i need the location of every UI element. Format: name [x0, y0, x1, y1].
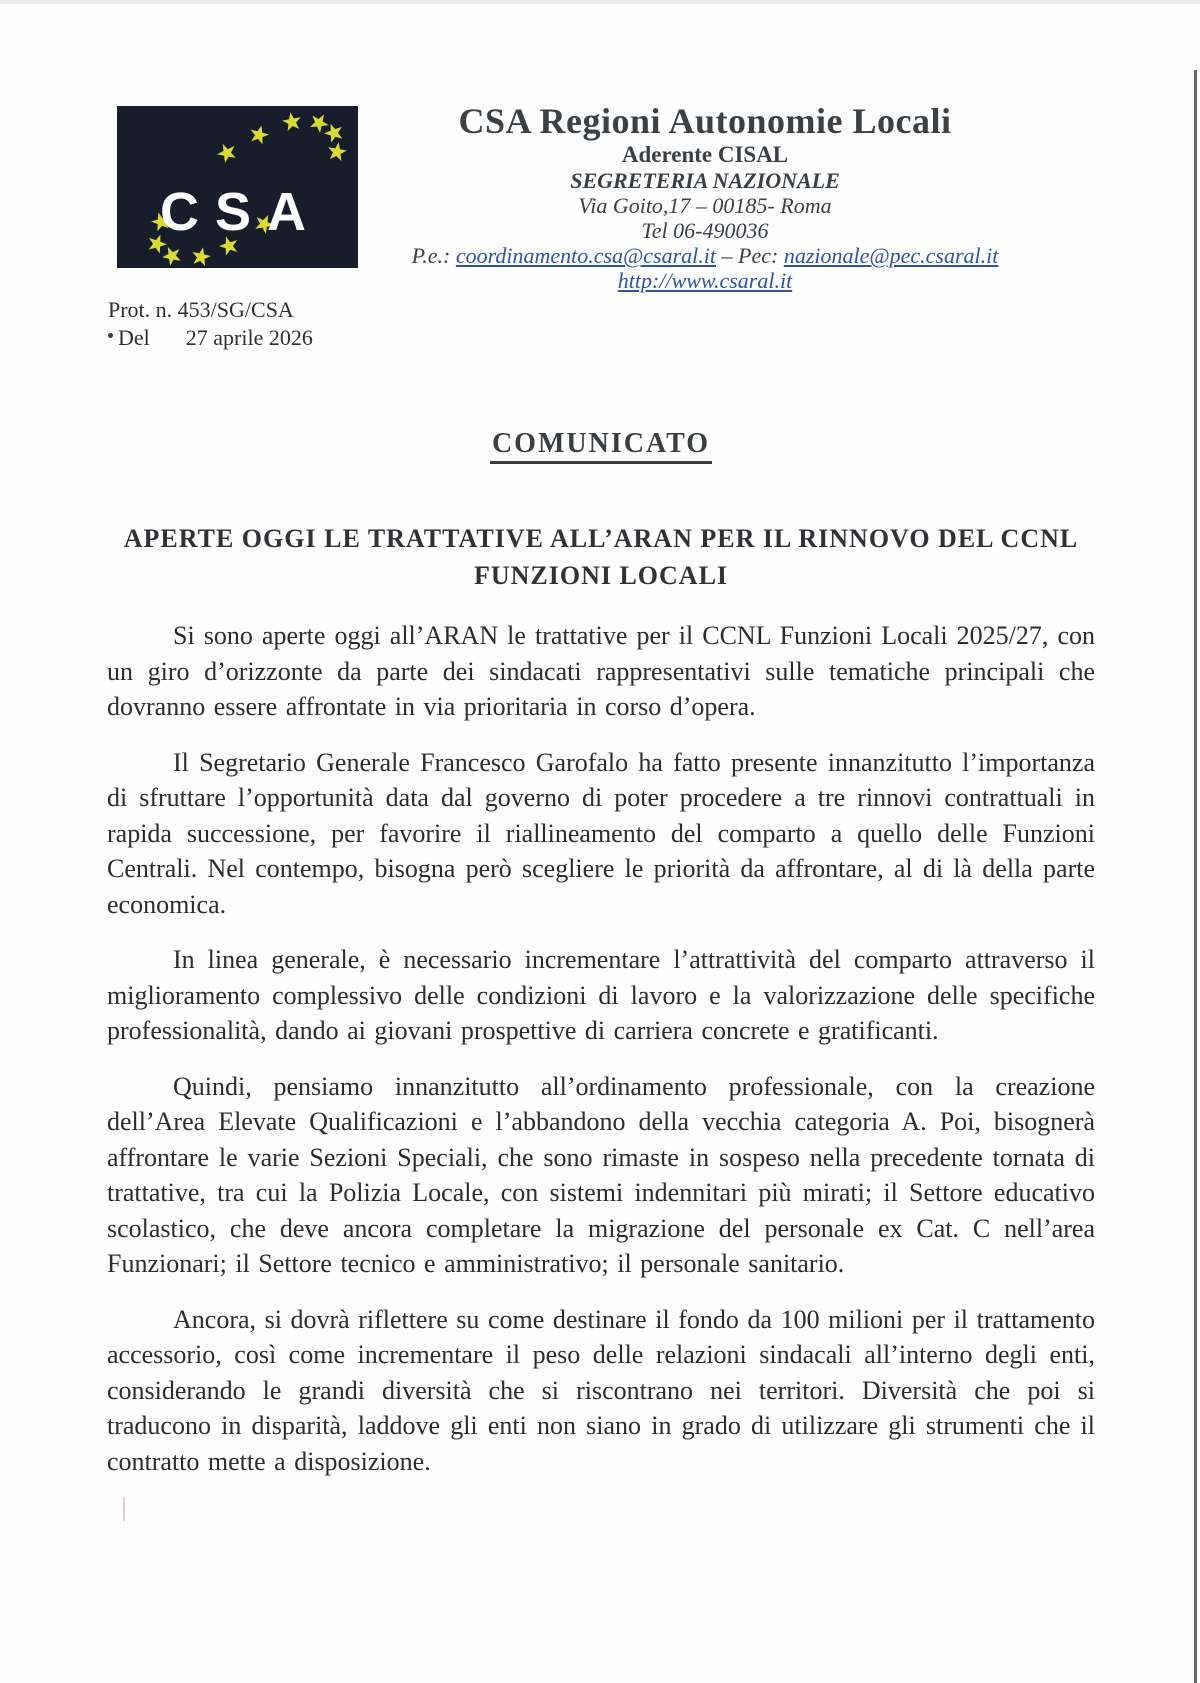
pec-label: – Pec:	[721, 243, 779, 268]
org-department: SEGRETERIA NAZIONALE	[570, 168, 840, 193]
protocol-date-line	[108, 324, 313, 352]
scan-edge-right	[1194, 70, 1197, 1683]
paragraph: Il Segretario Generale Francesco Garofalo ha fatto presente innanzitutto l’importanza di sfruttare l’opportunità data dal governo di poter procedere a tre rinnovi contrattuali in rapida successione, per favorire il riallineamento del comparto a quello delle Funzioni Centrali. Nel contempo, bisogna però scegliere le priorità da affrontare, al di là della parte economica.	[107, 747, 1095, 919]
org-phone: Tel 06-490036	[641, 218, 769, 243]
protocol-date-label: Del	[118, 325, 150, 350]
org-contacts	[395, 243, 1015, 268]
org-affiliation: Aderente CISAL	[621, 142, 789, 167]
protocol-number: Prot. n. 453/SG/CSA	[108, 297, 294, 322]
document-body	[107, 618, 1095, 1499]
paragraph: Quindi, pensiamo innanzitutto all’ordinamento professionale, con la creazione dell’Area Elevate Qualificazioni e l’abbandono della vecchia categoria A. Poi, bisognerà affrontare le varie Sezioni Speciali, che sono rimaste in sospeso nella precedente tornata di trattative, tra cui la Polizia Locale, con sistemi indennitari più mirati; il Settore educativo scolastico, che deve ancora completare la migrazione del personale ex Cat. C nell’area Funzionari; il Settore tecnico e amministrativo; il personale sanitario.	[107, 1071, 1095, 1278]
paragraph: In linea generale, è necessario incrementare l’attrattività del comparto attraverso il miglioramento complessivo delle condizioni di lavoro e la valorizzazione delle specifiche professionalità, dando ai giovani prospettive di carriera concrete e gratificanti.	[107, 945, 1095, 1045]
stray-dot-artifact	[108, 333, 113, 338]
csa-logo	[117, 106, 358, 268]
protocol-block	[108, 296, 313, 352]
document-headline	[107, 520, 1095, 594]
csa-flag-stars-icon	[117, 106, 358, 268]
scan-edge-top	[0, 0, 1200, 4]
kicker-wrap	[107, 428, 1095, 464]
email-label: P.e.:	[411, 243, 451, 268]
scan-mark-pink	[123, 1497, 125, 1521]
document-kicker: COMUNICATO	[490, 428, 712, 464]
paragraph: Si sono aperte oggi all’ARAN le trattative per il CCNL Funzioni Locali 2025/27, con un giro d’orizzonte da parte dei sindacati rappresentativi sulle tematiche principali che dovranno essere affrontate in via prioritaria in corso d’opera.	[107, 621, 1095, 721]
paragraph: Ancora, si dovrà riflettere su come destinare il fondo da 100 milioni per il trattamento accessorio, così come incrementare il peso delle relazioni sindacali all’interno degli enti, considerando le grandi diversità che si riscontrano nei territori. Diversità che poi si traducono in disparità, laddove gli enti non siano in grado di utilizzare gli strumenti che il contratto mette a disposizione.	[107, 1304, 1095, 1476]
headline-line-2: FUNZIONI LOCALI	[473, 561, 729, 590]
csa-logo-text: CSA	[159, 182, 323, 242]
letterhead	[395, 100, 1015, 293]
email-link[interactable]: coordinamento.csa@csaral.it	[455, 243, 717, 268]
pec-link[interactable]: nazionale@pec.csaral.it	[783, 243, 999, 268]
org-name: CSA Regioni Autonomie Locali	[458, 101, 952, 141]
protocol-date-value: 27 aprile 2026	[185, 325, 313, 350]
org-address: Via Goito,17 – 00185- Roma	[578, 193, 832, 218]
headline-line-1: APERTE OGGI LE TRATTATIVE ALL’ARAN PER IL RINNOVO DEL CCNL	[123, 524, 1079, 553]
website-link[interactable]: http://www.csaral.it	[617, 268, 793, 293]
org-website-line	[395, 268, 1015, 293]
